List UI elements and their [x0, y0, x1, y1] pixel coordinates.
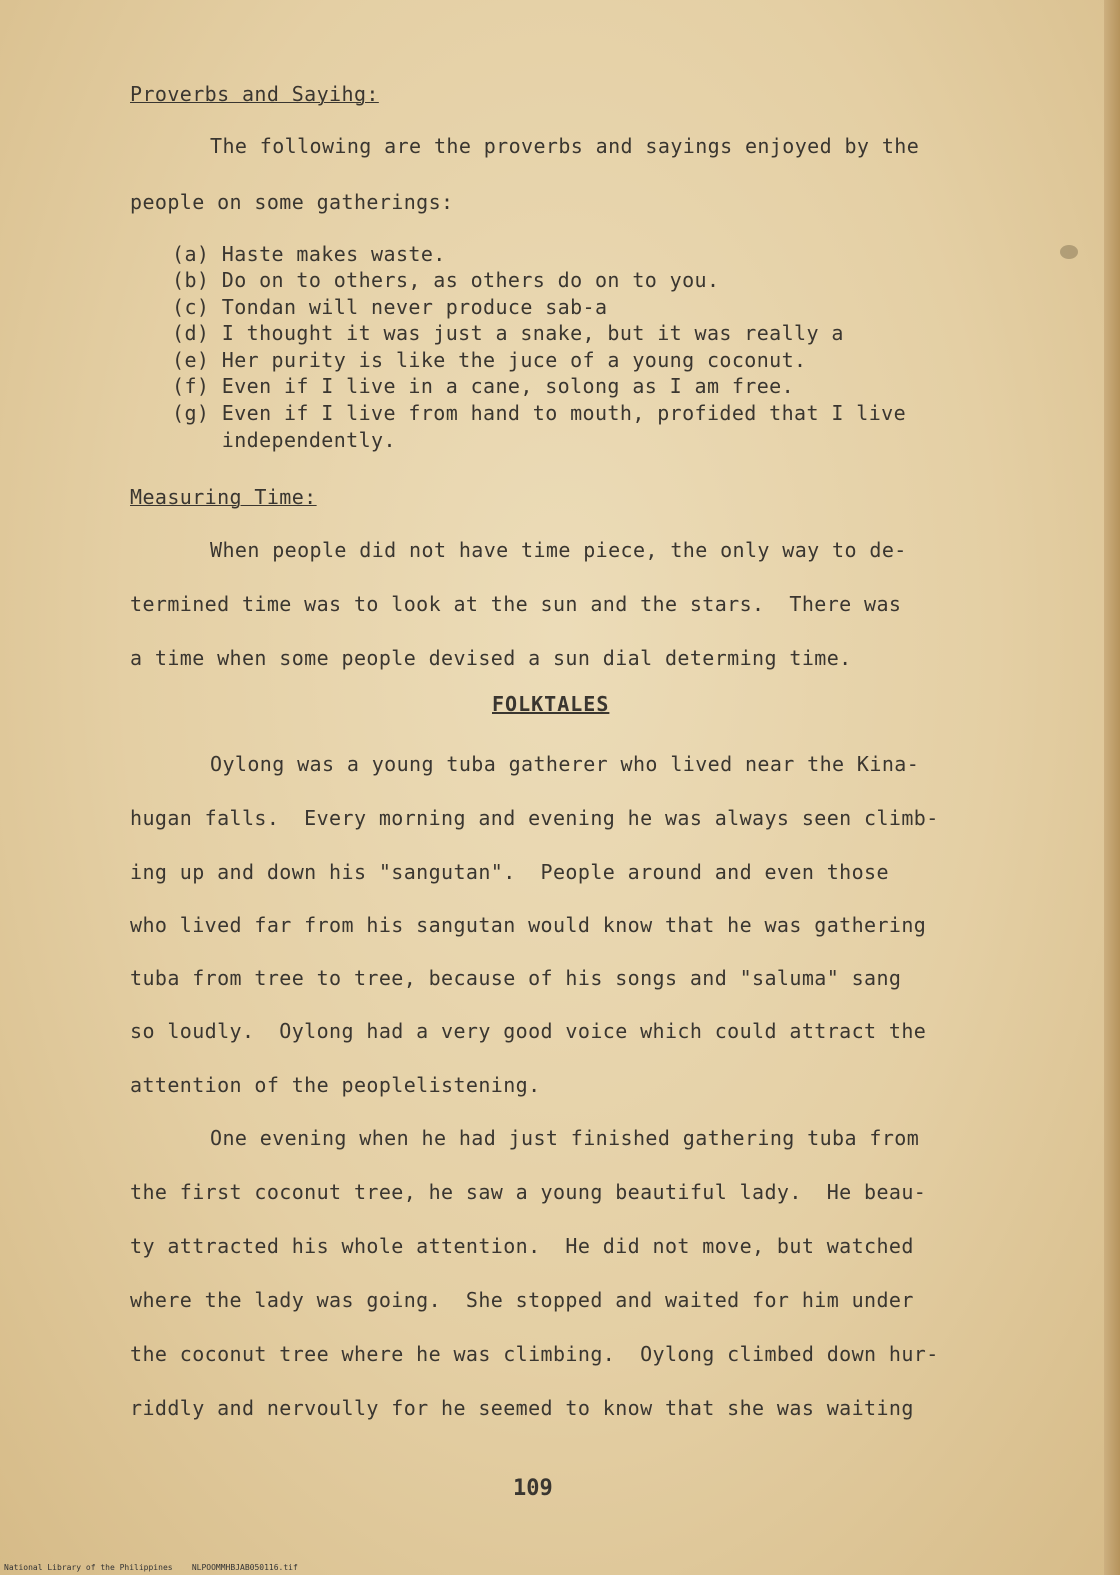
proverb-item: (a) Haste makes waste.	[172, 242, 446, 266]
proverb-item: (b) Do on to others, as others do on to you.	[172, 268, 720, 292]
proverb-item: (c) Tondan will never produce sab-a	[172, 295, 608, 319]
page-number: 109	[513, 1476, 553, 1501]
measuring-line: a time when some people devised a sun dial determing time.	[130, 646, 852, 670]
folktale-line: riddly and nervoully for he seemed to know that she was waiting	[130, 1396, 914, 1420]
measuring-line: When people did not have time piece, the only way to de-	[210, 538, 907, 562]
proverbs-heading: Proverbs and Sayihg:	[130, 82, 379, 106]
folktale-line: ing up and down his "sangutan". People around and even those	[130, 860, 889, 884]
folktale-line: who lived far from his sangutan would know that he was gathering	[130, 913, 927, 937]
scan-footer: National Library of the Philippines NLPOOMMHBJAB050116.tif	[4, 1563, 298, 1572]
proverbs-intro-line-1: The following are the proverbs and sayings enjoyed by the	[210, 134, 920, 158]
folktales-title: FOLKTALES	[492, 692, 610, 716]
measuring-line: termined time was to look at the sun and the stars. There was	[130, 592, 902, 616]
folktale-line: Oylong was a young tuba gatherer who lived near the Kina-	[210, 752, 920, 776]
page-edge	[1104, 0, 1120, 1575]
folktale-line: where the lady was going. She stopped and waited for him under	[130, 1288, 914, 1312]
proverbs-intro-line-2: people on some gatherings:	[130, 190, 454, 214]
proverb-item: (d) I thought it was just a snake, but it was really a	[172, 321, 844, 345]
folktale-line: the first coconut tree, he saw a young beautiful lady. He beau-	[130, 1180, 927, 1204]
proverb-item: independently.	[172, 428, 396, 452]
folktale-line: hugan falls. Every morning and evening he was always seen climb-	[130, 806, 939, 830]
proverb-item: (e) Her purity is like the juce of a young coconut.	[172, 348, 807, 372]
proverb-item: (g) Even if I live from hand to mouth, profided that I live	[172, 401, 907, 425]
folktale-line: One evening when he had just finished gathering tuba from	[210, 1126, 920, 1150]
folktale-line: ty attracted his whole attention. He did not move, but watched	[130, 1234, 914, 1258]
measuring-heading: Measuring Time:	[130, 485, 317, 509]
folktale-line: the coconut tree where he was climbing. Oylong climbed down hur-	[130, 1342, 939, 1366]
ink-stain	[1060, 245, 1078, 259]
folktale-line: tuba from tree to tree, because of his songs and "saluma" sang	[130, 966, 902, 990]
proverb-item: (f) Even if I live in a cane, solong as I am free.	[172, 374, 795, 398]
folktale-line: so loudly. Oylong had a very good voice which could attract the	[130, 1019, 927, 1043]
folktale-line: attention of the peoplelistening.	[130, 1073, 541, 1097]
